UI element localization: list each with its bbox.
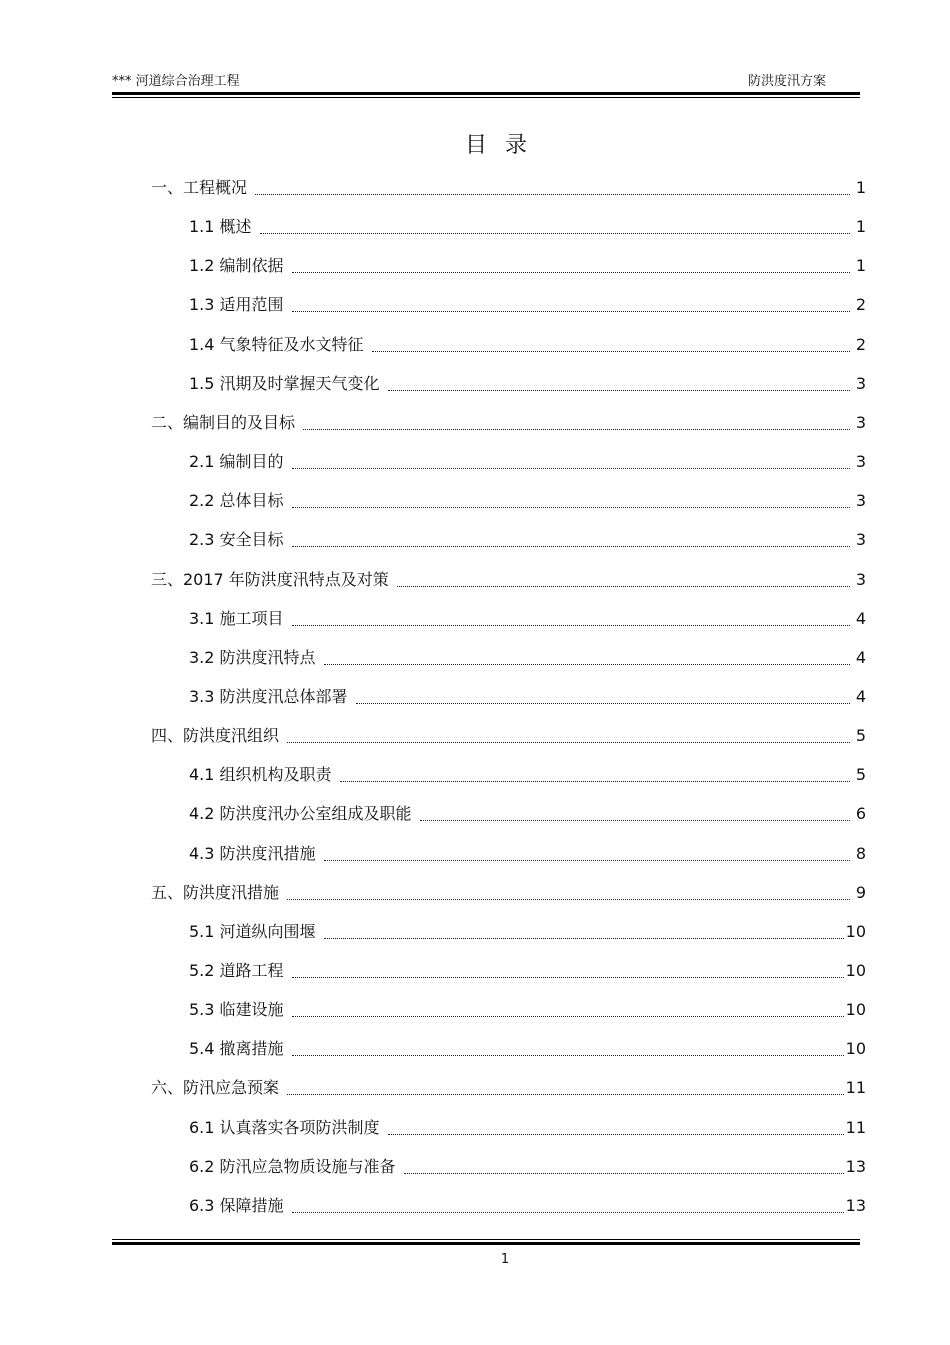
toc-entry-label: 3.2 防洪度汛特点 bbox=[189, 647, 316, 667]
toc-entry-page: 4 bbox=[855, 686, 866, 706]
toc-entry-page: 3 bbox=[855, 412, 866, 432]
toc-entry-label: 6.3 保障措施 bbox=[189, 1195, 284, 1215]
toc-dot-leader bbox=[287, 1080, 844, 1095]
toc-entry[interactable] bbox=[189, 522, 866, 550]
toc-entry[interactable] bbox=[151, 1070, 866, 1098]
toc-entry[interactable] bbox=[151, 562, 866, 590]
toc-entry[interactable] bbox=[189, 1110, 866, 1138]
toc-dot-leader bbox=[292, 1198, 844, 1213]
toc-entry-label: 五、防洪度汛措施 bbox=[151, 882, 280, 902]
toc-dot-leader bbox=[356, 689, 850, 704]
toc-entry-label: 3.1 施工项目 bbox=[189, 608, 284, 628]
toc-entry[interactable] bbox=[189, 287, 866, 315]
toc-dot-leader bbox=[324, 924, 844, 939]
toc-entry-page: 3 bbox=[855, 373, 866, 393]
toc-entry-label: 1.5 汛期及时掌握天气变化 bbox=[189, 373, 380, 393]
toc-entry[interactable] bbox=[189, 640, 866, 668]
toc-entry-label: 2.1 编制目的 bbox=[189, 452, 284, 472]
toc-entry-label: 3.3 防洪度汛总体部署 bbox=[189, 686, 348, 706]
toc-entry-label: 5.3 临建设施 bbox=[189, 1000, 284, 1020]
toc-dot-leader bbox=[255, 180, 850, 195]
toc-entry-page: 2 bbox=[855, 295, 866, 315]
toc-entry[interactable] bbox=[189, 1149, 866, 1177]
toc-entry-page: 3 bbox=[855, 530, 866, 550]
toc-entry[interactable] bbox=[189, 1031, 866, 1059]
toc-dot-leader bbox=[340, 767, 850, 782]
toc-entry-page: 9 bbox=[855, 882, 866, 902]
header-rule-thick bbox=[112, 92, 860, 95]
header-document-title: 防洪度汛方案 bbox=[747, 74, 826, 89]
toc-entry-label: 2.2 总体目标 bbox=[189, 491, 284, 511]
toc-entry[interactable] bbox=[189, 757, 866, 785]
toc-entry-label: 1.3 适用范围 bbox=[189, 295, 284, 315]
toc-entry-label: 四、防洪度汛组织 bbox=[151, 726, 280, 746]
toc-entry-label: 5.1 河道纵向围堰 bbox=[189, 921, 316, 941]
toc-entry-page: 10 bbox=[845, 1039, 866, 1059]
toc-entry-label: 5.4 撤离措施 bbox=[189, 1039, 284, 1059]
toc-dot-leader bbox=[287, 885, 850, 900]
toc-entry-label: 1.2 编制依据 bbox=[189, 256, 284, 276]
toc-entry[interactable] bbox=[189, 992, 866, 1020]
toc-dot-leader bbox=[388, 376, 850, 391]
footer-rule-thick bbox=[112, 1242, 860, 1245]
toc-entry-page: 10 bbox=[845, 1000, 866, 1020]
toc-dot-leader bbox=[292, 963, 844, 978]
toc-entry-page: 4 bbox=[855, 647, 866, 667]
toc-entry[interactable] bbox=[151, 875, 866, 903]
toc-entry[interactable] bbox=[151, 405, 866, 433]
toc-entry-label: 5.2 道路工程 bbox=[189, 961, 284, 980]
header-project-name: *** 河道综合治理工程 bbox=[112, 74, 240, 89]
toc-dot-leader bbox=[420, 806, 850, 821]
toc-entry-page: 13 bbox=[845, 1195, 866, 1215]
toc-dot-leader bbox=[260, 219, 850, 234]
toc-dot-leader bbox=[292, 258, 850, 273]
toc-entry-page: 3 bbox=[855, 491, 866, 511]
toc-entry-page: 6 bbox=[855, 804, 866, 824]
toc-entry-label: 二、编制目的及目标 bbox=[151, 412, 296, 432]
toc-entry-page: 13 bbox=[845, 1156, 866, 1176]
toc-entry-label: 1.4 气象特征及水文特征 bbox=[189, 334, 364, 354]
toc-entry-page: 11 bbox=[845, 1078, 866, 1098]
toc-entry-page: 1 bbox=[855, 256, 866, 276]
toc-dot-leader bbox=[292, 454, 850, 469]
toc-dot-leader bbox=[404, 1159, 844, 1174]
toc-entry[interactable] bbox=[189, 248, 866, 276]
toc-entry-label: 三、2017 年防洪度汛特点及对策 bbox=[151, 569, 389, 589]
toc-entry[interactable] bbox=[189, 483, 866, 511]
toc-dot-leader bbox=[324, 846, 850, 861]
page-number: 1 bbox=[500, 1252, 510, 1267]
toc-entry[interactable] bbox=[189, 1188, 866, 1216]
toc-dot-leader bbox=[292, 1002, 844, 1017]
toc-entry[interactable] bbox=[189, 914, 866, 942]
toc-entry[interactable] bbox=[189, 679, 866, 707]
footer-rule-thin bbox=[112, 1239, 860, 1240]
toc-entry-label: 4.2 防洪度汛办公室组成及职能 bbox=[189, 804, 412, 824]
header-rule-thin bbox=[112, 97, 860, 98]
toc-entry[interactable] bbox=[189, 601, 866, 629]
toc-entry-page: 1 bbox=[855, 178, 866, 197]
toc-dot-leader bbox=[287, 728, 850, 743]
toc-entry-label: 6.1 认真落实各项防洪制度 bbox=[189, 1117, 380, 1137]
toc-dot-leader bbox=[324, 650, 850, 665]
toc-entry-page: 1 bbox=[855, 217, 866, 237]
toc-entry[interactable] bbox=[151, 718, 866, 746]
toc-dot-leader bbox=[292, 493, 850, 508]
page-header bbox=[112, 68, 860, 88]
toc-entry-page: 5 bbox=[855, 765, 866, 785]
toc-entry[interactable] bbox=[189, 444, 866, 472]
toc-dot-leader bbox=[292, 1041, 844, 1056]
toc-entry-page: 10 bbox=[845, 961, 866, 980]
toc-dot-leader bbox=[292, 297, 850, 312]
toc-entry[interactable] bbox=[189, 836, 866, 864]
toc-entry[interactable] bbox=[189, 796, 866, 824]
toc-entry-label: 4.3 防洪度汛措施 bbox=[189, 843, 316, 863]
toc-dot-leader bbox=[303, 415, 850, 430]
toc-entry-page: 3 bbox=[855, 569, 866, 589]
toc-dot-leader bbox=[292, 611, 850, 626]
toc-entry[interactable] bbox=[151, 170, 866, 198]
toc-entry-label: 一、工程概况 bbox=[151, 178, 248, 197]
toc-entry-page: 8 bbox=[855, 843, 866, 863]
toc-entry-page: 10 bbox=[845, 921, 866, 941]
toc-entry[interactable] bbox=[189, 327, 866, 355]
toc-entry-label: 2.3 安全目标 bbox=[189, 530, 284, 550]
toc-dot-leader bbox=[397, 572, 850, 587]
toc-dot-leader bbox=[388, 1120, 844, 1135]
toc-entry-label: 4.1 组织机构及职责 bbox=[189, 765, 332, 785]
toc-entry[interactable] bbox=[189, 953, 866, 981]
toc-entry[interactable] bbox=[189, 209, 866, 237]
toc-entry-label: 1.1 概述 bbox=[189, 217, 252, 237]
toc-entry[interactable] bbox=[189, 366, 866, 394]
toc-entry-label: 六、防汛应急预案 bbox=[151, 1078, 280, 1098]
toc-entry-page: 2 bbox=[855, 334, 866, 354]
toc-dot-leader bbox=[372, 337, 850, 352]
toc-entry-page: 5 bbox=[855, 726, 866, 746]
toc-entry-label: 6.2 防汛应急物质设施与准备 bbox=[189, 1156, 396, 1176]
toc-entry-page: 3 bbox=[855, 452, 866, 472]
page-title: 目录 bbox=[464, 133, 545, 158]
toc-entry-page: 11 bbox=[845, 1117, 866, 1137]
toc-dot-leader bbox=[292, 532, 850, 547]
toc-entry-page: 4 bbox=[855, 608, 866, 628]
